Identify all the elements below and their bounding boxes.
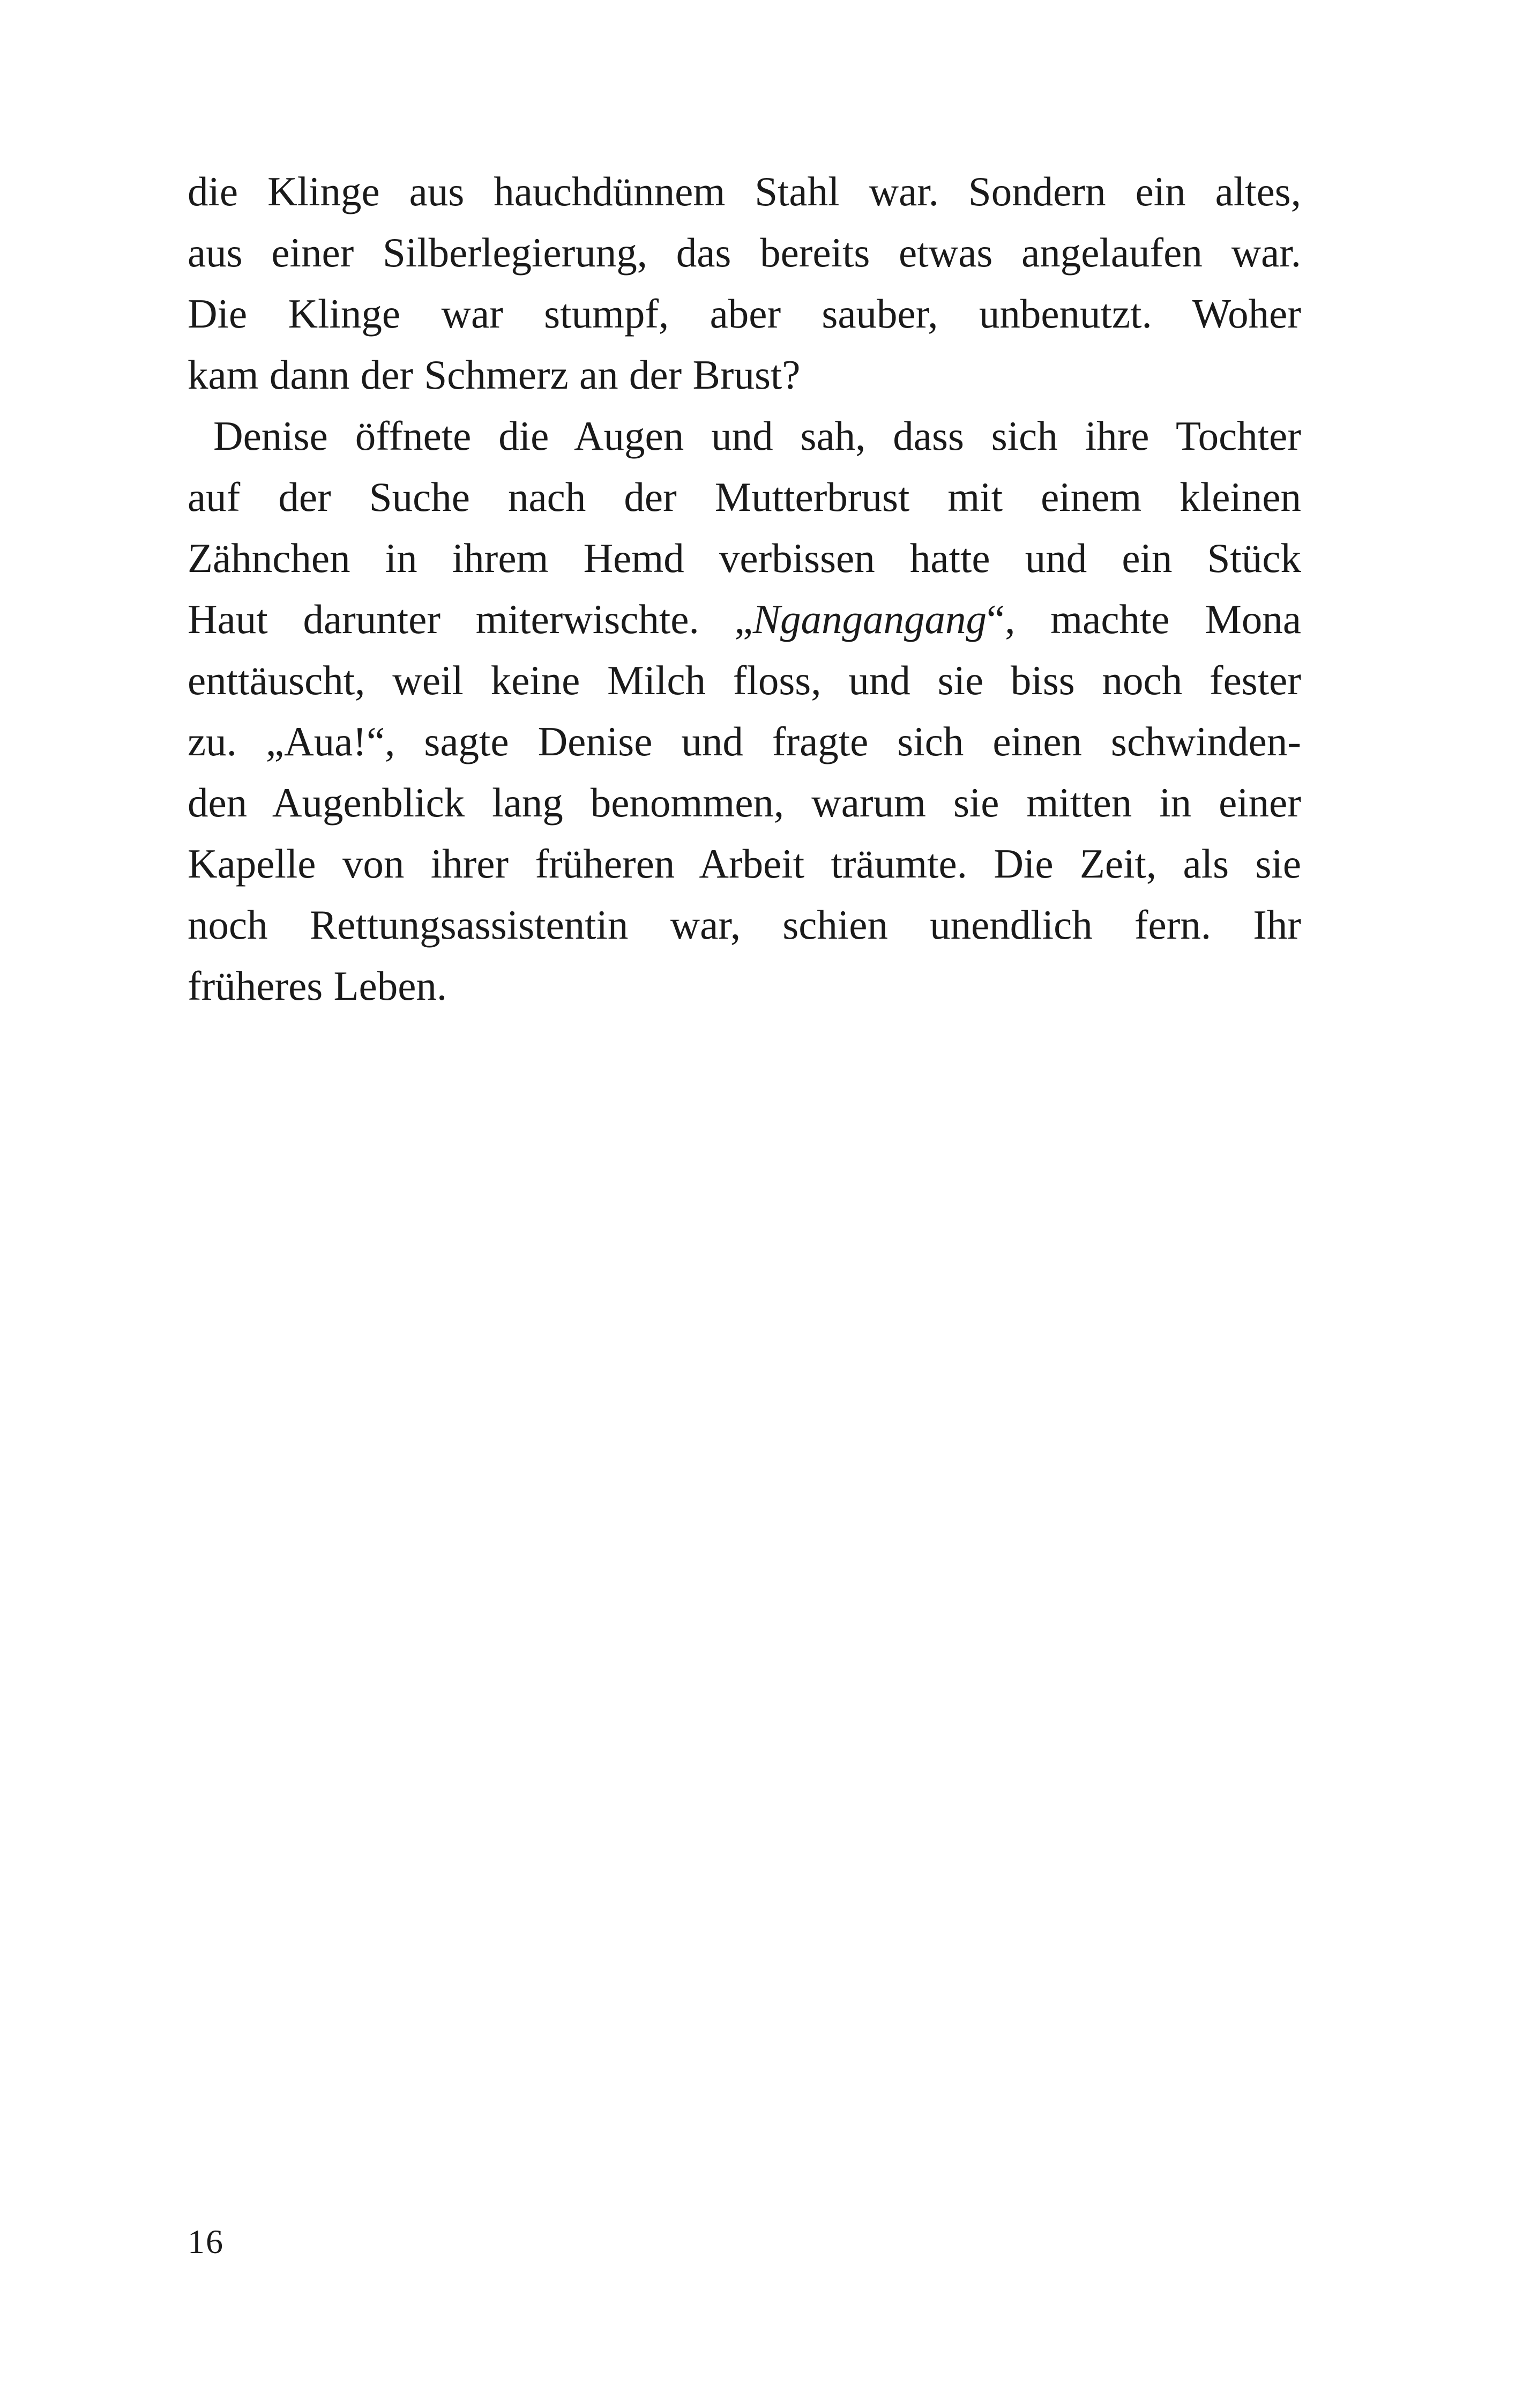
text-line: Denise öffnete die Augen und sah, dass sich ihre Tochter: [213, 413, 1301, 459]
text-line: auf der Suche nach der Mutterbrust mit einem kleinen: [188, 474, 1301, 520]
italic-word: Ngangangang: [752, 596, 987, 642]
text-line: Die Klinge war stumpf, aber sauber, unbenutzt. Woher: [188, 291, 1301, 337]
text-line: enttäuscht, weil keine Milch floss, und sie biss noch fester: [188, 657, 1301, 703]
text-line: Kapelle von ihrer früheren Arbeit träumte. Die Zeit, als sie: [188, 841, 1301, 887]
paragraph-1: [188, 161, 1301, 405]
text-line-with-italic: [188, 589, 1301, 650]
paragraph-2: [188, 405, 1301, 1016]
line-prefix: Haut darunter miterwischte. „: [188, 596, 753, 642]
body-text: [188, 161, 1301, 1016]
text-line: aus einer Silberlegierung, das bereits etwas angelaufen war.: [188, 229, 1301, 276]
page-number: 16: [188, 2223, 224, 2261]
text-line: kam dann der Schmerz an der Brust?: [188, 352, 801, 398]
line-suffix: “, machte Mona: [987, 596, 1301, 642]
text-line: die Klinge aus hauchdünnem Stahl war. Sondern ein altes,: [188, 168, 1301, 214]
text-line: den Augenblick lang benommen, warum sie mitten in einer: [188, 779, 1301, 826]
text-line: noch Rettungsassistentin war, schien unendlich fern. Ihr: [188, 902, 1301, 948]
text-line: Zähnchen in ihrem Hemd verbissen hatte und ein Stück: [188, 535, 1301, 581]
text-line: zu. „Aua!“, sagte Denise und fragte sich einen schwinden-: [188, 718, 1301, 764]
text-line: früheres Leben.: [188, 963, 447, 1009]
